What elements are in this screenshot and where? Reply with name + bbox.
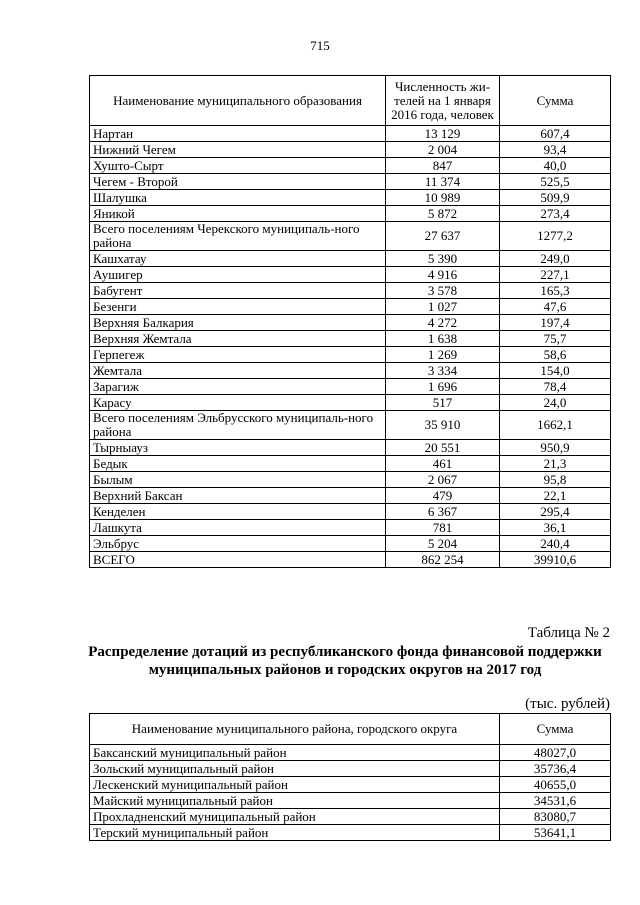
settlement-name-cell: Жемтала: [90, 363, 386, 379]
settlement-name-cell: Всего поселениям Черекского муниципаль-ного района: [90, 222, 386, 251]
population-cell: 2 067: [386, 472, 500, 488]
table-number: Таблица № 2: [527, 625, 610, 641]
settlement-name-cell: Чегем - Второй: [90, 174, 386, 190]
settlement-name-cell: Шалушка: [90, 190, 386, 206]
table-row: [90, 222, 611, 251]
sum-cell: 21,3: [500, 456, 611, 472]
table-row: [90, 126, 611, 142]
settlement-name-cell: Эльбрус: [90, 536, 386, 552]
settlement-name-cell: Верхняя Жемтала: [90, 331, 386, 347]
column-header-sum: Сумма: [500, 714, 611, 745]
column-header-name: Наименование муниципального образования: [90, 76, 386, 126]
population-cell: 517: [386, 395, 500, 411]
settlement-name-cell: Безенги: [90, 299, 386, 315]
sum-cell: 197,4: [500, 315, 611, 331]
subsidy-table-body: [90, 745, 611, 841]
sum-cell: 40,0: [500, 158, 611, 174]
sum-cell: 525,5: [500, 174, 611, 190]
settlement-name-cell: Зарагиж: [90, 379, 386, 395]
table-row: [90, 504, 611, 520]
table-row: [90, 793, 611, 809]
sum-cell: 165,3: [500, 283, 611, 299]
settlement-name-cell: Нижний Чегем: [90, 142, 386, 158]
population-cell: 6 367: [386, 504, 500, 520]
population-cell: 1 027: [386, 299, 500, 315]
population-cell: 11 374: [386, 174, 500, 190]
table-row: [90, 411, 611, 440]
settlement-name-cell: Аушигер: [90, 267, 386, 283]
settlement-name-cell: Яникой: [90, 206, 386, 222]
table-row: [90, 761, 611, 777]
settlement-name-cell: Герпегеж: [90, 347, 386, 363]
sum-cell: 35736,4: [500, 761, 611, 777]
settlement-name-cell: Лашкута: [90, 520, 386, 536]
population-cell: 3 334: [386, 363, 500, 379]
population-cell: 5 872: [386, 206, 500, 222]
table-row: [90, 299, 611, 315]
settlement-name-cell: Карасу: [90, 395, 386, 411]
table-header-row: [90, 76, 611, 126]
district-name-cell: Зольский муниципальный район: [90, 761, 500, 777]
table-row: [90, 520, 611, 536]
sum-cell: 1662,1: [500, 411, 611, 440]
column-header-population: Численность жи-телей на 1 января 2016 года, человек: [386, 76, 500, 126]
sum-cell: 78,4: [500, 379, 611, 395]
settlements-table-body: [90, 126, 611, 568]
settlement-name-cell: Тырныауз: [90, 440, 386, 456]
sum-cell: 75,7: [500, 331, 611, 347]
population-cell: 35 910: [386, 411, 500, 440]
population-cell: 3 578: [386, 283, 500, 299]
sum-cell: 47,6: [500, 299, 611, 315]
sum-cell: 154,0: [500, 363, 611, 379]
sum-cell: 95,8: [500, 472, 611, 488]
population-cell: 10 989: [386, 190, 500, 206]
table-row: [90, 142, 611, 158]
units-label: (тыс. рублей): [525, 696, 610, 712]
settlement-name-cell: Бабугент: [90, 283, 386, 299]
sum-cell: 36,1: [500, 520, 611, 536]
table-row: [90, 536, 611, 552]
district-name-cell: Прохладненский муниципальный район: [90, 809, 500, 825]
table-row: [90, 251, 611, 267]
population-cell: 13 129: [386, 126, 500, 142]
table-row: [90, 174, 611, 190]
subsidy-table: [89, 713, 611, 841]
district-name-cell: Баксанский муниципальный район: [90, 745, 500, 761]
sum-cell: 39910,6: [500, 552, 611, 568]
table-row: [90, 347, 611, 363]
population-cell: 2 004: [386, 142, 500, 158]
settlement-name-cell: Кенделен: [90, 504, 386, 520]
table-row: [90, 379, 611, 395]
table-row: [90, 809, 611, 825]
settlement-name-cell: Верхний Баксан: [90, 488, 386, 504]
population-cell: 4 916: [386, 267, 500, 283]
table-row: [90, 158, 611, 174]
sum-cell: 227,1: [500, 267, 611, 283]
table-row: [90, 331, 611, 347]
district-name-cell: Терский муниципальный район: [90, 825, 500, 841]
table-row: [90, 745, 611, 761]
settlement-name-cell: Кашхатау: [90, 251, 386, 267]
population-cell: 862 254: [386, 552, 500, 568]
column-header-district: Наименование муниципального района, городского округа: [90, 714, 500, 745]
table-row: [90, 488, 611, 504]
table-row: [90, 472, 611, 488]
sum-cell: 240,4: [500, 536, 611, 552]
column-header-sum: Сумма: [500, 76, 611, 126]
sum-cell: 295,4: [500, 504, 611, 520]
population-cell: 1 696: [386, 379, 500, 395]
settlement-name-cell: ВСЕГО: [90, 552, 386, 568]
sum-cell: 83080,7: [500, 809, 611, 825]
population-cell: 4 272: [386, 315, 500, 331]
population-cell: 1 638: [386, 331, 500, 347]
sum-cell: 249,0: [500, 251, 611, 267]
population-cell: 1 269: [386, 347, 500, 363]
sum-cell: 509,9: [500, 190, 611, 206]
population-cell: 479: [386, 488, 500, 504]
sum-cell: 58,6: [500, 347, 611, 363]
table-row: [90, 267, 611, 283]
sum-cell: 53641,1: [500, 825, 611, 841]
table-row: [90, 552, 611, 568]
table-row: [90, 363, 611, 379]
settlements-table: [89, 75, 611, 568]
population-cell: 847: [386, 158, 500, 174]
table-row: [90, 395, 611, 411]
sum-cell: 24,0: [500, 395, 611, 411]
population-cell: 781: [386, 520, 500, 536]
table-row: [90, 456, 611, 472]
table-row: [90, 190, 611, 206]
settlement-name-cell: Былым: [90, 472, 386, 488]
table-row: [90, 206, 611, 222]
table-row: [90, 283, 611, 299]
table-row: [90, 825, 611, 841]
sum-cell: 1277,2: [500, 222, 611, 251]
sum-cell: 950,9: [500, 440, 611, 456]
settlement-name-cell: Бедык: [90, 456, 386, 472]
district-name-cell: Майский муниципальный район: [90, 793, 500, 809]
table-row: [90, 777, 611, 793]
page-number: 715: [310, 38, 330, 53]
table-header-row: [90, 714, 611, 745]
population-cell: 5 390: [386, 251, 500, 267]
sum-cell: 40655,0: [500, 777, 611, 793]
population-cell: 27 637: [386, 222, 500, 251]
table-title: Распределение дотаций из республиканского фонда финансовой поддержки муниципальных районов и городских округов на 2017 год: [88, 644, 602, 678]
settlement-name-cell: Нартан: [90, 126, 386, 142]
sum-cell: 34531,6: [500, 793, 611, 809]
district-name-cell: Лескенский муниципальный район: [90, 777, 500, 793]
table-row: [90, 315, 611, 331]
population-cell: 20 551: [386, 440, 500, 456]
sum-cell: 22,1: [500, 488, 611, 504]
population-cell: 461: [386, 456, 500, 472]
sum-cell: 607,4: [500, 126, 611, 142]
settlement-name-cell: Верхняя Балкария: [90, 315, 386, 331]
settlement-name-cell: Хушто-Сырт: [90, 158, 386, 174]
sum-cell: 93,4: [500, 142, 611, 158]
settlement-name-cell: Всего поселениям Эльбрусского муниципаль-ного района: [90, 411, 386, 440]
population-cell: 5 204: [386, 536, 500, 552]
sum-cell: 273,4: [500, 206, 611, 222]
sum-cell: 48027,0: [500, 745, 611, 761]
table-row: [90, 440, 611, 456]
